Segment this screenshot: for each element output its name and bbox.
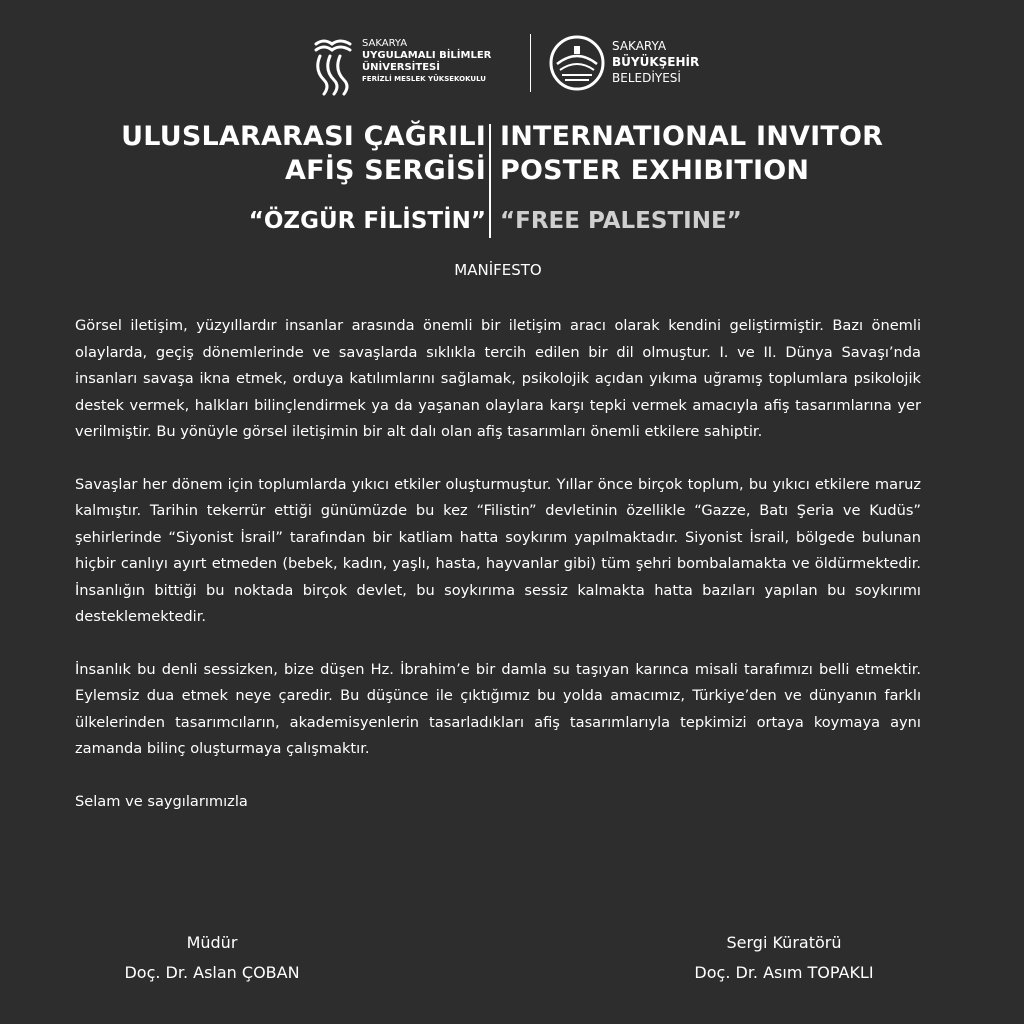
title-en-line2: POSTER EXHIBITION (500, 155, 810, 186)
title-turkish (121, 120, 486, 236)
title-divider (489, 124, 491, 238)
university-name-line4: FERİZLİ MESLEK YÜKSEKOKULU (362, 75, 486, 83)
university-name-line1: SAKARYA (362, 38, 408, 49)
signature-curator (660, 928, 908, 988)
paragraph-2: Savaşlar her dönem için toplumlarda yıkıcı etkiler oluşturmuştur. Yıllar önce birçok toplum, bu yıkıcı etkilere maruz kalmıştır. Tarihin tekerrür ettiği günümüzde bu kez “Filistin” devletinin özellikle “Gazze, Batı Şeria ve Kudüs” şehirlerinde “Siyonist İsrail” tarafından bir katliam hatta soykırım yapılmaktadır. Siyonist İsrail, bölgede bulunan hiçbir canlıyı ayırt etmeden (bebek, kadın, yaşlı, hasta, hayvanlar gibi) tüm şehri bombalamakta ve öldürmektedir. İnsanlığın bittiği bu noktada birçok devlet, bu soykırıma sessiz kalmakta hatta bazıları yapılan bu soykırımı desteklemektedir. (75, 475, 921, 625)
signature-director (88, 928, 336, 988)
university-logo (310, 34, 520, 96)
municipality-logo (548, 32, 728, 96)
paragraph-3: İnsanlık bu denli sessizken, bize düşen Hz. İbrahim’e bir damla su taşıyan karınca misali tarafımızı belli etmektir. Eylemsiz dua etmek neye çaredir. Bu düşünce ile çıktığımız bu yolda amacımız, Türkiye’den ve dünyanın farklı ülkelerinden tasarımcıların, akademisyenlerin tasarladıkları afiş tasarımlarıyla tepkimizi ortaya koymaya aynı zamanda bilinç oluşturmaya çalışmaktır. (75, 660, 921, 757)
closing-line: Selam ve saygılarımızla (75, 792, 248, 810)
municipality-name-line1: SAKARYA (612, 39, 667, 53)
title-tr-line1: ULUSLARARASI ÇAĞRILI (121, 121, 486, 152)
municipality-emblem-icon (548, 34, 606, 92)
university-name-line3: ÜNİVERSİTESİ (362, 62, 440, 73)
title-en-line1: INTERNATIONAL INVITOR (500, 121, 884, 152)
university-name-line2: UYGULAMALI BİLİMLER (362, 50, 492, 61)
title-english (500, 120, 883, 236)
signature-role: Sergi Küratörü (726, 933, 842, 952)
subtitle-tr: “ÖZGÜR FİLİSTİN” (248, 208, 486, 234)
signature-role: Müdür (186, 933, 238, 952)
title-tr-line2: AFİŞ SERGİSİ (284, 155, 486, 186)
manifesto-heading: MANİFESTO (454, 261, 542, 279)
subtitle-en: “FREE PALESTINE” (500, 208, 742, 234)
logo-divider (530, 34, 531, 92)
municipality-name-line2: BÜYÜKŞEHİR (612, 55, 700, 69)
signature-name: Doç. Dr. Aslan ÇOBAN (124, 963, 300, 982)
logo-header (310, 32, 730, 96)
signature-name: Doç. Dr. Asım TOPAKLI (694, 963, 874, 982)
municipality-name-line3: BELEDİYESİ (612, 71, 681, 85)
paragraph-1: Görsel iletişim, yüzyıllardır insanlar arasında önemli bir iletişim aracı olarak kendini geliştirmiştir. Bazı önemli olaylarda, geçiş dönemlerinde ve savaşlarda sıklıkla tercih edilen bir dil olmuştur. I. ve II. Dünya Savaşı’nda insanları savaşa ikna etmek, orduya katılımlarını sağlamak, psikolojik açıdan yıkıma uğramış toplumlara psikolojik destek vermek, halkları bilinçlendirmek ya da yaşanan olaylara karşı tepki vermek amacıyla afiş tasarımlarına yer verilmiştir. Bu yönüyle görsel iletişimin bir alt dalı olan afiş tasarımları önemli etkilere sahiptir. (75, 317, 921, 440)
exhibition-title (0, 118, 1024, 248)
manifesto-body (75, 313, 921, 815)
university-emblem-icon (310, 34, 358, 96)
